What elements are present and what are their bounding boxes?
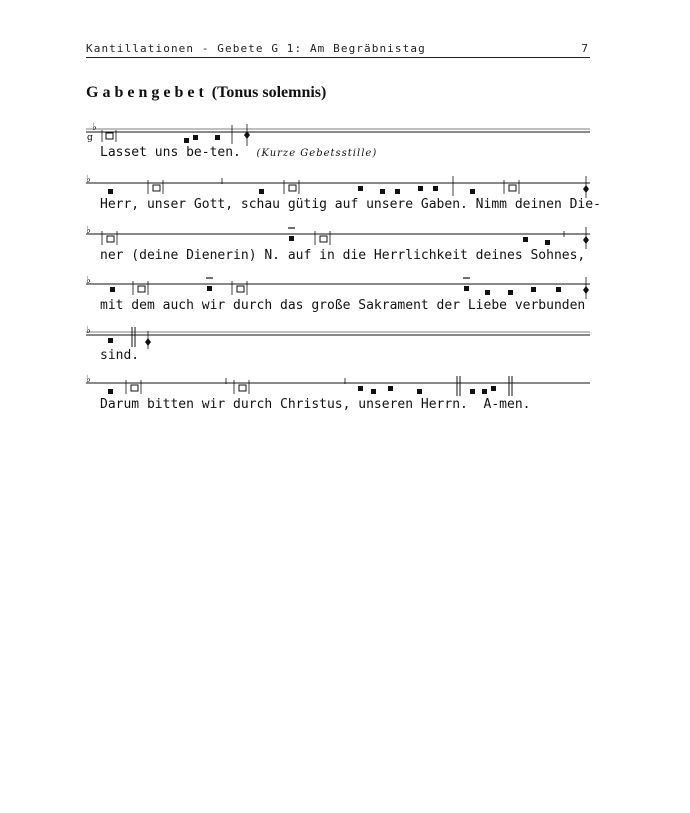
lyric-line-2: Herr, unser Gott, schau gütig auf unsere Gaben. Nimm deinen Die- xyxy=(100,197,601,212)
lyric-text: Lasset uns be-ten. xyxy=(100,145,241,160)
page-number: 7 xyxy=(581,42,588,55)
recitation-note xyxy=(106,133,113,139)
chant-system-5 xyxy=(86,325,590,365)
chant-system-1 xyxy=(86,122,590,162)
flat-sign: ♭ xyxy=(92,122,97,133)
section-title xyxy=(86,84,326,102)
svg-text:♭: ♭ xyxy=(86,225,91,236)
clef-sign: g xyxy=(87,133,93,143)
lyric-line-1 xyxy=(100,145,377,160)
chant-system-4 xyxy=(86,275,590,315)
lyric-line-6: Darum bitten wir durch Christus, unseren Herrn. A-men. xyxy=(100,397,531,412)
chant-system-6 xyxy=(86,374,590,414)
lyric-line-5: sind. xyxy=(100,348,140,363)
chant-staff-3 xyxy=(86,225,590,249)
svg-text:♭: ♭ xyxy=(86,325,91,336)
svg-text:♭: ♭ xyxy=(86,374,91,385)
chant-system-2 xyxy=(86,174,601,214)
chant-staff-5 xyxy=(86,325,590,349)
svg-text:♭: ♭ xyxy=(86,275,91,286)
lyric-line-3: ner (deine Dienerin) N. auf in die Herrlichkeit deines Sohnes, xyxy=(100,248,586,263)
lyric-line-4: mit dem auch wir durch das große Sakrament der Liebe verbunden xyxy=(100,298,586,313)
silence-note: (Kurze Gebetsstille) xyxy=(256,148,378,159)
section-title-main: Gabengebet xyxy=(86,84,208,101)
chant-staff-6 xyxy=(86,374,590,398)
svg-text:♭: ♭ xyxy=(86,174,91,185)
chant-system-3 xyxy=(86,225,590,265)
running-header xyxy=(86,42,590,58)
chant-staff-2 xyxy=(86,174,590,198)
section-title-subtitle: (Tonus solemnis) xyxy=(211,84,327,101)
chant-staff-1 xyxy=(86,122,590,146)
header-title: Kantillationen - Gebete G 1: Am Begräbnistag xyxy=(86,42,426,55)
chant-staff-4 xyxy=(86,275,590,299)
